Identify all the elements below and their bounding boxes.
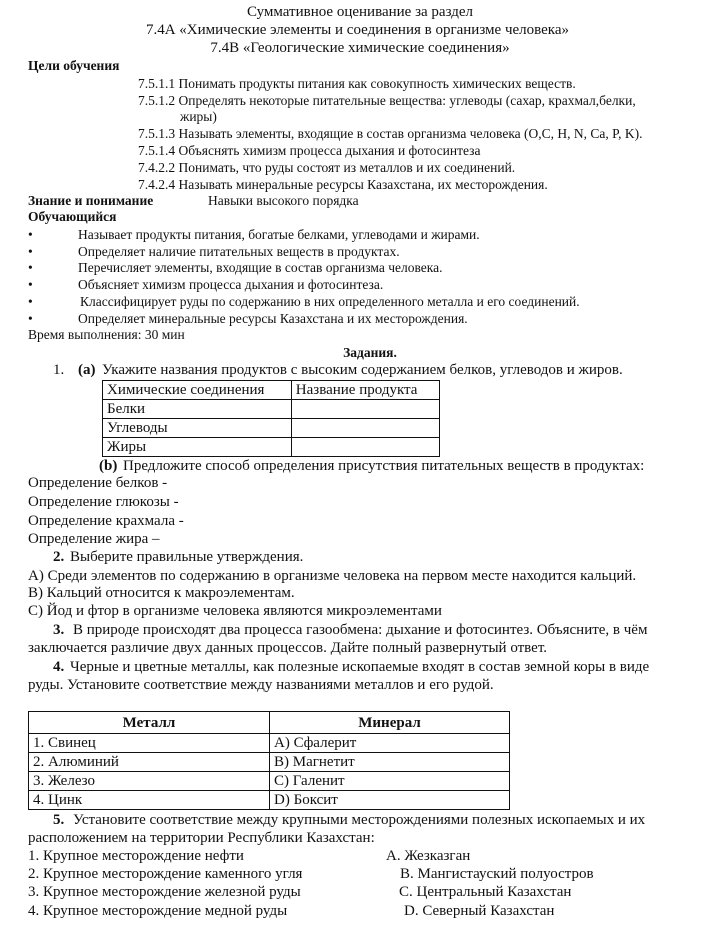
task2-option: С) Йод и фтор в организме человека являются микроэлементами	[28, 603, 442, 619]
table-cell: Жиры	[103, 438, 292, 457]
table-row	[29, 753, 510, 772]
learner-item: Классифицирует руды по содержанию в них определенного металла и его соединений.	[80, 294, 580, 309]
learner-item: Определяет наличие питательных веществ в продуктах.	[78, 244, 400, 259]
goal-item: 7.5.1.3 Называть элементы, входящие в состав организма человека (O,C, H, N, Ca, P, K).	[138, 126, 643, 141]
deposit-item: 4. Крупное месторождение медной руды	[28, 903, 288, 919]
learner-item: Перечисляет элементы, входящие в состав организма человека.	[78, 260, 443, 275]
deposit-item: 3. Крупное месторождение железной руды	[28, 884, 301, 900]
detection-line: Определение крахмала -	[28, 513, 184, 529]
task2-number: 2.	[53, 549, 65, 565]
task1b-text: Предложите способ определения присутствия питательных веществ в продуктах:	[123, 458, 645, 474]
goal-item: 7.5.1.4 Объяснять химизм процесса дыхания и фотосинтеза	[138, 143, 481, 158]
task2-option: А) Среди элементов по содержанию в организме человека на первом месте находится кальций.	[28, 568, 637, 584]
task5-line2: расположением на территории Республики Казахстан:	[28, 830, 375, 846]
metals-table	[28, 711, 510, 810]
task1b-label: (b)	[99, 458, 118, 474]
task5-number: 5.	[53, 812, 65, 828]
table-cell: 1. Свинец	[29, 734, 270, 753]
task4-number: 4.	[53, 659, 65, 675]
table-row	[103, 419, 440, 438]
task4-line2: руды. Установите соответствие между названиями металлов и его рудой.	[28, 677, 494, 693]
deposit-item: 2. Крупное месторождение каменного угля	[28, 866, 303, 882]
deposit-item: 1. Крупное месторождение нефти	[28, 848, 244, 864]
table-cell: А) Сфалерит	[270, 734, 510, 753]
task3-line1: В природе происходят два процесса газообмена: дыхание и фотосинтез. Объясните, в чём	[73, 622, 648, 638]
table-cell: 3. Железо	[29, 772, 270, 791]
header-line-2: 7.4А «Химические элементы и соединения в организме человека»	[145, 22, 570, 38]
bullet: •	[28, 244, 33, 259]
task3-number: 3.	[53, 622, 65, 638]
task1-number: 1.	[53, 362, 65, 378]
table-cell: 4. Цинк	[29, 791, 270, 810]
bullet: •	[28, 227, 33, 242]
time-label: Время выполнения: 30 мин	[28, 327, 185, 342]
task5-line1: Установите соответствие между крупными месторождениями полезных ископаемых и их	[73, 812, 646, 828]
detection-line: Определение жира –	[28, 531, 160, 547]
task3-line2: заключается различие двух данных процессов. Дайте полный развернутый ответ.	[28, 640, 548, 656]
goal-item: жиры)	[180, 109, 217, 124]
table-cell: В) Магнетит	[270, 753, 510, 772]
table-cell: 2. Алюминий	[29, 753, 270, 772]
region-item: В. Мангистауский полуостров	[400, 866, 594, 882]
goal-item: 7.4.2.4 Называть минеральные ресурсы Казахстана, их месторождения.	[138, 177, 548, 192]
header-line-1: Суммативное оценивание за раздел	[246, 4, 474, 20]
answer-cell[interactable]	[291, 419, 439, 438]
tasks-title: Задания.	[343, 345, 397, 360]
table-header: Металл	[29, 712, 270, 734]
task2-text: Выберите правильные утверждения.	[70, 549, 304, 565]
region-item: А. Жезказган	[386, 848, 471, 864]
learner-item: Определяет минеральные ресурсы Казахстана и их месторождения.	[78, 311, 468, 326]
bullet: •	[28, 311, 33, 326]
learner-title: Обучающийся	[28, 209, 117, 224]
task4-line1: Черные и цветные металлы, как полезные ископаемые входят в состав земной коры в виде	[70, 659, 650, 675]
task1a-label: (a)	[78, 362, 96, 378]
goal-item: 7.4.2.2 Понимать, что руды состоят из металлов и их соединений.	[138, 160, 516, 175]
table-header: Минерал	[270, 712, 510, 734]
table-header: Химические соединения	[103, 381, 292, 400]
table-row	[103, 438, 440, 457]
table-header: Название продукта	[291, 381, 439, 400]
header-line-3: 7.4В «Геологические химические соединения»	[210, 40, 510, 56]
region-item: D. Северный Казахстан	[404, 903, 555, 919]
table-row	[29, 791, 510, 810]
table-row	[29, 734, 510, 753]
bullet: •	[28, 260, 33, 275]
table-row	[103, 400, 440, 419]
answer-cell[interactable]	[291, 438, 439, 457]
learner-item: Объясняет химизм процесса дыхания и фотосинтеза.	[78, 277, 384, 292]
higher-skills-label: Навыки высокого порядка	[208, 193, 359, 208]
knowledge-label: Знание и понимание	[28, 193, 154, 208]
goal-item: 7.5.1.1 Понимать продукты питания как совокупность химических веществ.	[138, 76, 576, 91]
bullet: •	[28, 294, 33, 309]
detection-line: Определение глюкозы -	[28, 494, 179, 510]
nutrients-table	[102, 380, 440, 457]
table-row	[29, 772, 510, 791]
table-cell: С) Галенит	[270, 772, 510, 791]
region-item: С. Центральный Казахстан	[399, 884, 572, 900]
learner-item: Называет продукты питания, богатые белками, углеводами и жирами.	[78, 227, 480, 242]
table-cell: D) Боксит	[270, 791, 510, 810]
table-cell: Белки	[103, 400, 292, 419]
goal-item: 7.5.1.2 Определять некоторые питательные вещества: углеводы (сахар, крахмал,белки,	[138, 93, 636, 108]
answer-cell[interactable]	[291, 400, 439, 419]
detection-line: Определение белков -	[28, 475, 168, 491]
goals-title: Цели обучения	[28, 58, 120, 73]
bullet: •	[28, 277, 33, 292]
task1a-text: Укажите названия продуктов с высоким содержанием белков, углеводов и жиров.	[102, 362, 623, 378]
table-cell: Углеводы	[103, 419, 292, 438]
task2-option: В) Кальций относится к макроэлементам.	[28, 585, 295, 601]
